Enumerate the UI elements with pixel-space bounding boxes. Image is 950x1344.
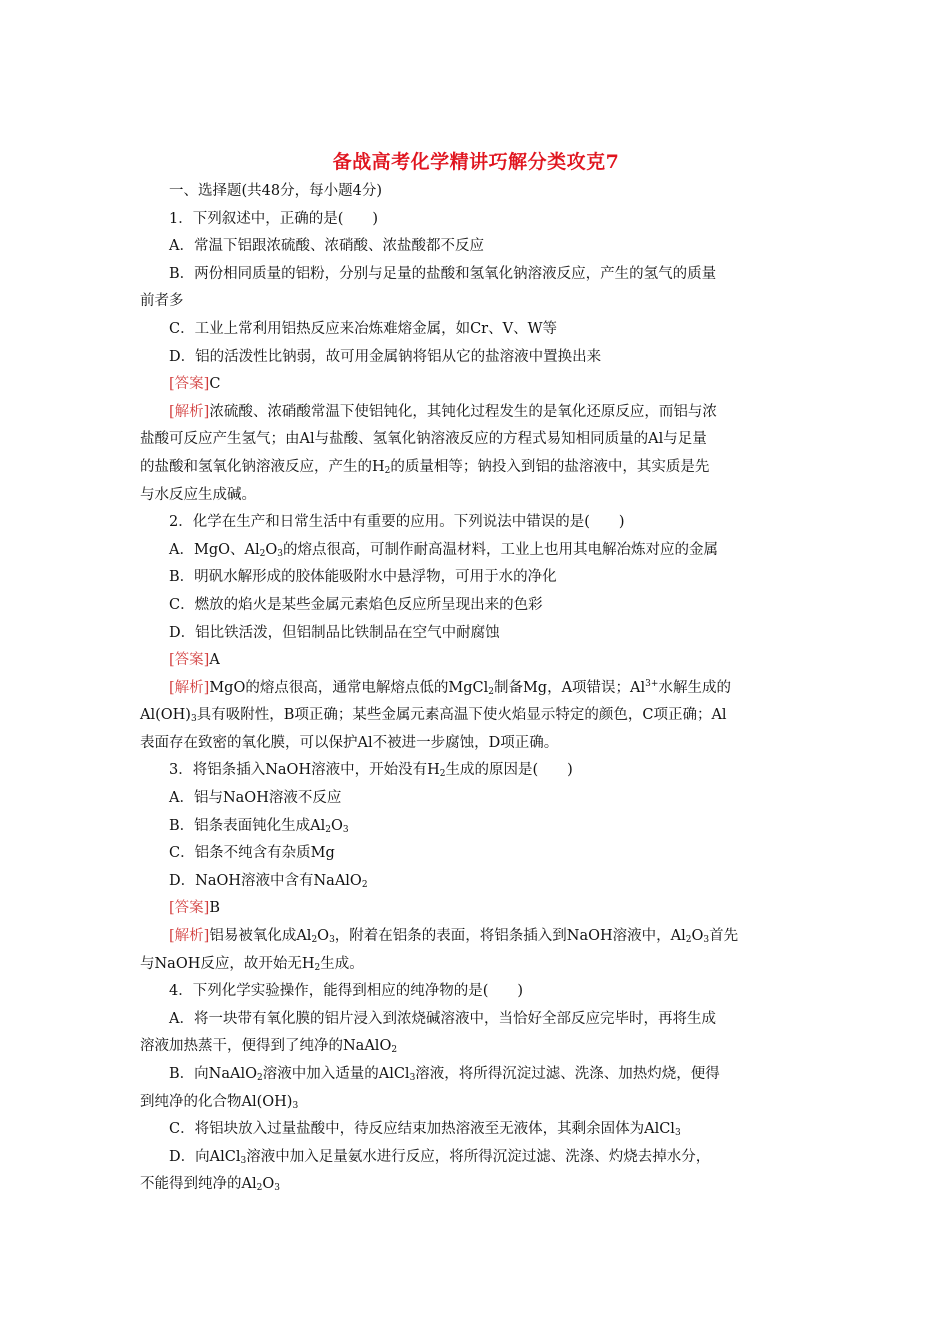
- q1-option-d: D．铝的活泼性比钠弱，故可用金属钠将铝从它的盐溶液中置换出来: [169, 348, 602, 365]
- q1-analysis-line4: 与水反应生成碱。: [140, 486, 256, 503]
- q2-stem: 2．化学在生产和日常生活中有重要的应用。下列说法中错误的是( ): [169, 514, 625, 531]
- analysis-label: [解析]: [169, 928, 210, 945]
- answer-label: [答案]: [169, 376, 210, 393]
- q1-analysis-line3: 的盐酸和氢氧化钠溶液反应，产生的$H_2$的质量相等；钠投入到铝的盐溶液中，其实质是先: [140, 458, 710, 476]
- q4-option-b-cont: 到纯净的化合物$Al(OH)_3$: [140, 1093, 299, 1111]
- q2-option-a: A．MgO、$Al_2O_3$的熔点很高，可制作耐高温材料，工业上也用其电解冶炼对应的金属: [169, 541, 718, 559]
- q3-option-d: D．NaOH溶液中含有NaAlO$_2$: [169, 872, 368, 890]
- analysis-label: [解析]: [169, 403, 210, 420]
- section-heading: 一、选择题(共48分，每小题4分): [169, 183, 382, 199]
- q2-option-c: C．燃放的焰火是某些金属元素焰色反应所呈现出来的色彩: [169, 596, 543, 613]
- q3-stem: 3．将铝条插入NaOH溶液中，开始没有$H_2$生成的原因是( ): [169, 762, 573, 780]
- q2-answer: [140, 647, 812, 675]
- q2-option-d: D．铝比铁活泼，但铝制品比铁制品在空气中耐腐蚀: [169, 624, 500, 641]
- q3-analysis: [解析]铝易被氧化成$Al_2O_3$，附着在铝条的表面，将铝条插入到NaOH溶液中，$Al_2O_3$首先: [169, 928, 739, 946]
- q1-option-a: A．常温下铝跟浓硫酸、浓硝酸、浓盐酸都不反应: [169, 238, 484, 255]
- analysis-label: [解析]: [169, 679, 210, 696]
- answer-value: B: [209, 900, 220, 917]
- answer-label: [答案]: [169, 652, 210, 669]
- answer-value: A: [209, 652, 220, 669]
- q1-stem: 1．下列叙述中，正确的是( ): [169, 210, 379, 227]
- q3-option-a: A．铝与NaOH溶液不反应: [169, 790, 342, 807]
- q4-stem: 4．下列化学实验操作，能得到相应的纯净物的是( ): [169, 983, 524, 1000]
- q1-option-c: C．工业上常利用铝热反应来冶炼难熔金属，如Cr、V、W等: [169, 320, 557, 337]
- q1-option-b-cont: 前者多: [140, 293, 184, 310]
- q2-analysis-line3: 表面存在致密的氧化膜，可以保护Al不被进一步腐蚀，D项正确。: [140, 734, 559, 751]
- q2-analysis-line2: $Al(OH)_3$具有吸附性，B项正确；某些金属元素高温下使火焰显示特定的颜色，C项正确；Al: [140, 707, 727, 725]
- q3-analysis-line2: 与NaOH反应，故开始无$H_2$生成。: [140, 955, 364, 973]
- q1-answer: [140, 371, 812, 399]
- q3-option-c: C．铝条不纯含有杂质Mg: [169, 845, 335, 862]
- q3-option-b: B．铝条表面钝化生成$Al_2O_3$: [169, 817, 349, 835]
- page-title: 备战高考化学精讲巧解分类攻克7: [332, 151, 620, 173]
- q3-answer: [140, 895, 812, 923]
- q4-option-d-cont: 不能得到纯净的$Al_2O_3$: [140, 1176, 280, 1194]
- q4-option-d: D．向AlCl$_3$溶液中加入足量氨水进行反应，将所得沉淀过滤、洗涤、灼烧去掉水分，: [169, 1148, 711, 1166]
- q4-option-b: B．向NaAlO$_2$溶液中加入适量的AlCl$_3$溶液，将所得沉淀过滤、洗涤、加热灼烧，便得: [169, 1066, 720, 1083]
- q1-option-b: B．两份相同质量的铝粉，分别与足量的盐酸和氢氧化钠溶液反应，产生的氢气的质量: [169, 265, 717, 282]
- q1-analysis: [解析]浓硫酸、浓硝酸常温下使铝钝化，其钝化过程发生的是氧化还原反应，而铝与浓: [169, 403, 717, 420]
- answer-value: C: [209, 376, 221, 393]
- q4-option-c: C．将铝块放入过量盐酸中，待反应结束加热溶液至无液体，其剩余固体为AlCl$_3$: [169, 1121, 681, 1139]
- q4-option-a-cont: 溶液加热蒸干，便得到了纯净的NaAlO$_2$: [140, 1038, 398, 1056]
- document-page: [140, 148, 812, 1199]
- q2-option-b: B．明矾水解形成的胶体能吸附水中悬浮物，可用于水的净化: [169, 569, 557, 586]
- answer-label: [答案]: [169, 900, 210, 917]
- q2-analysis: [解析]MgO的熔点很高，通常电解熔点低的MgCl$_2$制备Mg，A项错误；$Al^{3+}$水解生成的: [169, 678, 731, 697]
- q1-analysis-line2: 盐酸可反应产生氢气；由Al与盐酸、氢氧化钠溶液反应的方程式易知相同质量的Al与足量: [140, 431, 707, 448]
- q4-option-a: A．将一块带有氧化膜的铝片浸入到浓烧碱溶液中，当恰好全部反应完毕时，再将生成: [169, 1010, 716, 1027]
